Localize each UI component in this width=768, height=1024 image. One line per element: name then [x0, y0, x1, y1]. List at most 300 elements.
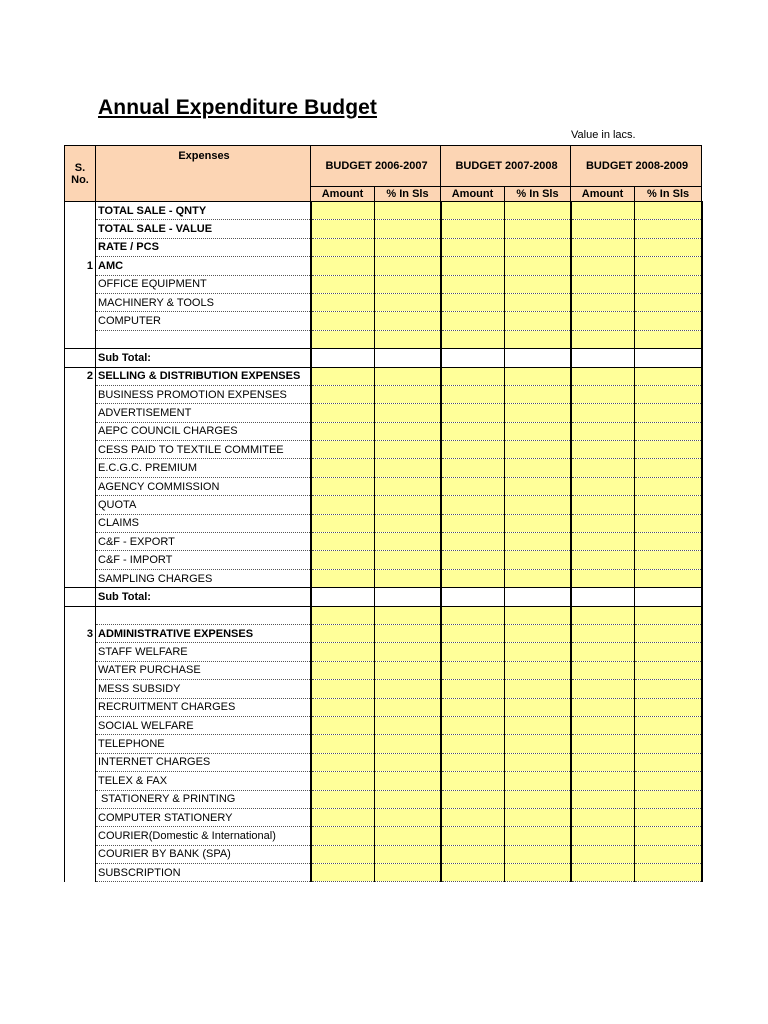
percent-cell[interactable]: [505, 569, 571, 587]
amount-cell[interactable]: [441, 772, 505, 790]
table-row: [65, 367, 702, 385]
percent-cell[interactable]: [635, 845, 702, 863]
amount-cell[interactable]: [311, 202, 375, 220]
percent-cell[interactable]: [635, 643, 702, 661]
amount-cell[interactable]: [311, 422, 375, 440]
percent-cell[interactable]: [505, 257, 571, 275]
expense-label: COURIER BY BANK (SPA): [96, 845, 311, 863]
expense-label: TELEX & FAX: [96, 772, 311, 790]
percent-cell[interactable]: [635, 367, 702, 385]
amount-cell[interactable]: [441, 293, 505, 311]
amount-cell[interactable]: [441, 477, 505, 495]
expense-label: WATER PURCHASE: [96, 661, 311, 679]
amount-cell[interactable]: [571, 661, 635, 679]
amount-cell[interactable]: [571, 808, 635, 826]
expense-label: ADVERTISEMENT: [96, 404, 311, 422]
amount-cell[interactable]: [441, 459, 505, 477]
percent-cell[interactable]: [635, 404, 702, 422]
percent-cell[interactable]: [505, 330, 571, 348]
percent-cell[interactable]: [375, 293, 441, 311]
amount-cell[interactable]: [571, 220, 635, 238]
amount-cell[interactable]: [441, 514, 505, 532]
amount-cell[interactable]: [441, 202, 505, 220]
serial-number: [65, 496, 96, 514]
expense-label: Sub Total:: [96, 349, 311, 367]
serial-number: [65, 330, 96, 348]
table-row: [65, 698, 702, 716]
percent-cell[interactable]: [375, 422, 441, 440]
amount-cell[interactable]: [571, 790, 635, 808]
amount-cell[interactable]: [311, 845, 375, 863]
amount-cell[interactable]: [441, 716, 505, 734]
serial-number: [65, 477, 96, 495]
percent-cell[interactable]: [635, 772, 702, 790]
table-row: [65, 257, 702, 275]
percent-cell[interactable]: [375, 569, 441, 587]
percent-cell[interactable]: [375, 349, 441, 367]
serial-number: [65, 385, 96, 403]
percent-cell[interactable]: [635, 385, 702, 403]
header-pct: % In Sls: [505, 186, 571, 201]
header-sno: S. No.: [65, 146, 96, 202]
percent-cell[interactable]: [505, 588, 571, 606]
amount-cell[interactable]: [441, 827, 505, 845]
amount-cell[interactable]: [571, 772, 635, 790]
percent-cell[interactable]: [635, 827, 702, 845]
amount-cell[interactable]: [441, 441, 505, 459]
amount-cell[interactable]: [311, 808, 375, 826]
amount-cell[interactable]: [441, 588, 505, 606]
table-row: [65, 643, 702, 661]
amount-cell[interactable]: [441, 624, 505, 642]
serial-number: [65, 441, 96, 459]
percent-cell[interactable]: [505, 680, 571, 698]
percent-cell[interactable]: [375, 220, 441, 238]
amount-cell[interactable]: [311, 716, 375, 734]
amount-cell[interactable]: [571, 459, 635, 477]
expense-label: TOTAL SALE - QNTY: [96, 202, 311, 220]
amount-cell[interactable]: [441, 312, 505, 330]
percent-cell[interactable]: [505, 716, 571, 734]
percent-cell[interactable]: [505, 772, 571, 790]
percent-cell[interactable]: [375, 643, 441, 661]
percent-cell[interactable]: [375, 238, 441, 256]
amount-cell[interactable]: [571, 624, 635, 642]
percent-cell[interactable]: [635, 293, 702, 311]
percent-cell[interactable]: [375, 330, 441, 348]
percent-cell[interactable]: [505, 735, 571, 753]
percent-cell[interactable]: [505, 698, 571, 716]
amount-cell[interactable]: [311, 533, 375, 551]
amount-cell[interactable]: [311, 385, 375, 403]
amount-cell[interactable]: [571, 753, 635, 771]
amount-cell[interactable]: [441, 533, 505, 551]
amount-cell[interactable]: [311, 238, 375, 256]
serial-number: [65, 661, 96, 679]
amount-cell[interactable]: [571, 514, 635, 532]
expense-label: SUBSCRIPTION: [96, 864, 311, 882]
amount-cell[interactable]: [311, 643, 375, 661]
amount-cell[interactable]: [571, 293, 635, 311]
table-row: [65, 661, 702, 679]
amount-cell[interactable]: [311, 661, 375, 679]
percent-cell[interactable]: [505, 606, 571, 624]
percent-cell[interactable]: [505, 514, 571, 532]
expense-label: E.C.G.C. PREMIUM: [96, 459, 311, 477]
amount-cell[interactable]: [571, 735, 635, 753]
amount-cell[interactable]: [571, 680, 635, 698]
percent-cell[interactable]: [375, 588, 441, 606]
percent-cell[interactable]: [375, 257, 441, 275]
header-amount: Amount: [441, 186, 505, 201]
expense-label: [96, 606, 311, 624]
percent-cell[interactable]: [505, 827, 571, 845]
serial-number: [65, 772, 96, 790]
percent-cell[interactable]: [635, 257, 702, 275]
amount-cell[interactable]: [311, 790, 375, 808]
table-row: [65, 606, 702, 624]
amount-cell[interactable]: [311, 367, 375, 385]
amount-cell[interactable]: [311, 569, 375, 587]
percent-cell[interactable]: [505, 367, 571, 385]
amount-cell[interactable]: [311, 624, 375, 642]
expense-label: C&F - EXPORT: [96, 533, 311, 551]
table-row: [65, 312, 702, 330]
amount-cell[interactable]: [311, 293, 375, 311]
serial-number: [65, 680, 96, 698]
amount-cell[interactable]: [311, 312, 375, 330]
percent-cell[interactable]: [505, 349, 571, 367]
amount-cell[interactable]: [311, 864, 375, 882]
percent-cell[interactable]: [505, 864, 571, 882]
amount-cell[interactable]: [571, 257, 635, 275]
amount-cell[interactable]: [311, 477, 375, 495]
serial-number: [65, 293, 96, 311]
header-amount: Amount: [311, 186, 375, 201]
expense-label: TELEPHONE: [96, 735, 311, 753]
amount-cell[interactable]: [571, 845, 635, 863]
expense-label: RECRUITMENT CHARGES: [96, 698, 311, 716]
percent-cell[interactable]: [375, 533, 441, 551]
table-row: [65, 551, 702, 569]
serial-number: [65, 845, 96, 863]
percent-cell[interactable]: [375, 202, 441, 220]
amount-cell[interactable]: [441, 753, 505, 771]
percent-cell[interactable]: [635, 238, 702, 256]
percent-cell[interactable]: [635, 661, 702, 679]
expense-label: BUSINESS PROMOTION EXPENSES: [96, 385, 311, 403]
amount-cell[interactable]: [571, 275, 635, 293]
table-row: [65, 808, 702, 826]
table-row: [65, 459, 702, 477]
serial-number: [65, 349, 96, 367]
percent-cell[interactable]: [505, 624, 571, 642]
amount-cell[interactable]: [441, 569, 505, 587]
header-amount: Amount: [571, 186, 635, 201]
amount-cell[interactable]: [571, 864, 635, 882]
percent-cell[interactable]: [375, 698, 441, 716]
expense-label: SOCIAL WELFARE: [96, 716, 311, 734]
percent-cell[interactable]: [635, 606, 702, 624]
amount-cell[interactable]: [571, 312, 635, 330]
amount-cell[interactable]: [571, 551, 635, 569]
percent-cell[interactable]: [635, 588, 702, 606]
amount-cell[interactable]: [441, 680, 505, 698]
amount-cell[interactable]: [311, 441, 375, 459]
amount-cell[interactable]: [571, 385, 635, 403]
amount-cell[interactable]: [571, 330, 635, 348]
percent-cell[interactable]: [635, 569, 702, 587]
serial-number: 3: [65, 624, 96, 642]
expense-label: C&F - IMPORT: [96, 551, 311, 569]
serial-number: [65, 569, 96, 587]
percent-cell[interactable]: [505, 661, 571, 679]
amount-cell[interactable]: [441, 257, 505, 275]
amount-cell[interactable]: [571, 367, 635, 385]
table-row: [65, 330, 702, 348]
expense-label: AEPC COUNCIL CHARGES: [96, 422, 311, 440]
amount-cell[interactable]: [571, 202, 635, 220]
table-row: [65, 845, 702, 863]
percent-cell[interactable]: [375, 790, 441, 808]
amount-cell[interactable]: [311, 330, 375, 348]
amount-cell[interactable]: [571, 698, 635, 716]
amount-cell[interactable]: [311, 772, 375, 790]
percent-cell[interactable]: [635, 680, 702, 698]
percent-cell[interactable]: [505, 275, 571, 293]
percent-cell[interactable]: [635, 790, 702, 808]
percent-cell[interactable]: [375, 514, 441, 532]
serial-number: [65, 312, 96, 330]
percent-cell[interactable]: [635, 624, 702, 642]
amount-cell[interactable]: [441, 404, 505, 422]
percent-cell[interactable]: [635, 202, 702, 220]
percent-cell[interactable]: [635, 220, 702, 238]
expense-label: TOTAL SALE - VALUE: [96, 220, 311, 238]
amount-cell[interactable]: [311, 257, 375, 275]
percent-cell[interactable]: [635, 330, 702, 348]
percent-cell[interactable]: [505, 790, 571, 808]
expense-label: STATIONERY & PRINTING: [96, 790, 311, 808]
amount-cell[interactable]: [441, 643, 505, 661]
amount-cell[interactable]: [311, 753, 375, 771]
percent-cell[interactable]: [375, 367, 441, 385]
percent-cell[interactable]: [375, 864, 441, 882]
amount-cell[interactable]: [571, 533, 635, 551]
percent-cell[interactable]: [375, 606, 441, 624]
amount-cell[interactable]: [311, 459, 375, 477]
amount-cell[interactable]: [441, 790, 505, 808]
percent-cell[interactable]: [635, 349, 702, 367]
percent-cell[interactable]: [375, 827, 441, 845]
percent-cell[interactable]: [505, 404, 571, 422]
header-expenses: Expenses: [96, 146, 311, 202]
percent-cell[interactable]: [635, 496, 702, 514]
percent-cell[interactable]: [375, 772, 441, 790]
amount-cell[interactable]: [311, 551, 375, 569]
expense-label: AMC: [96, 257, 311, 275]
percent-cell[interactable]: [505, 753, 571, 771]
amount-cell[interactable]: [571, 238, 635, 256]
percent-cell[interactable]: [635, 753, 702, 771]
serial-number: [65, 238, 96, 256]
percent-cell[interactable]: [375, 808, 441, 826]
table-row: [65, 385, 702, 403]
percent-cell[interactable]: [505, 293, 571, 311]
amount-cell[interactable]: [441, 330, 505, 348]
percent-cell[interactable]: [375, 845, 441, 863]
percent-cell[interactable]: [375, 385, 441, 403]
table-row: [65, 680, 702, 698]
amount-cell[interactable]: [441, 220, 505, 238]
percent-cell[interactable]: [635, 716, 702, 734]
percent-cell[interactable]: [505, 459, 571, 477]
percent-cell[interactable]: [635, 275, 702, 293]
serial-number: 2: [65, 367, 96, 385]
amount-cell[interactable]: [311, 680, 375, 698]
expense-label: INTERNET CHARGES: [96, 753, 311, 771]
expense-label: QUOTA: [96, 496, 311, 514]
percent-cell[interactable]: [505, 312, 571, 330]
percent-cell[interactable]: [635, 735, 702, 753]
percent-cell[interactable]: [505, 533, 571, 551]
amount-cell[interactable]: [441, 735, 505, 753]
percent-cell[interactable]: [635, 698, 702, 716]
amount-cell[interactable]: [571, 496, 635, 514]
amount-cell[interactable]: [441, 551, 505, 569]
percent-cell[interactable]: [375, 459, 441, 477]
amount-cell[interactable]: [571, 588, 635, 606]
percent-cell[interactable]: [505, 385, 571, 403]
amount-cell[interactable]: [441, 661, 505, 679]
amount-cell[interactable]: [311, 698, 375, 716]
table-row: [65, 790, 702, 808]
amount-cell[interactable]: [571, 716, 635, 734]
amount-cell[interactable]: [571, 643, 635, 661]
serial-number: [65, 275, 96, 293]
amount-cell[interactable]: [311, 827, 375, 845]
amount-cell[interactable]: [311, 496, 375, 514]
percent-cell[interactable]: [635, 864, 702, 882]
percent-cell[interactable]: [635, 441, 702, 459]
amount-cell[interactable]: [311, 349, 375, 367]
amount-cell[interactable]: [311, 514, 375, 532]
table-row: [65, 716, 702, 734]
amount-cell[interactable]: [441, 808, 505, 826]
percent-cell[interactable]: [375, 680, 441, 698]
percent-cell[interactable]: [505, 496, 571, 514]
expense-label: CESS PAID TO TEXTILE COMMITEE: [96, 441, 311, 459]
percent-cell[interactable]: [635, 808, 702, 826]
percent-cell[interactable]: [635, 514, 702, 532]
amount-cell[interactable]: [441, 422, 505, 440]
amount-cell[interactable]: [571, 477, 635, 495]
amount-cell[interactable]: [571, 404, 635, 422]
percent-cell[interactable]: [375, 735, 441, 753]
subtotal-row: [65, 349, 702, 367]
amount-cell[interactable]: [311, 735, 375, 753]
percent-cell[interactable]: [375, 661, 441, 679]
serial-number: [65, 551, 96, 569]
percent-cell[interactable]: [375, 624, 441, 642]
percent-cell[interactable]: [505, 220, 571, 238]
percent-cell[interactable]: [505, 441, 571, 459]
percent-cell[interactable]: [505, 643, 571, 661]
percent-cell[interactable]: [635, 312, 702, 330]
amount-cell[interactable]: [441, 864, 505, 882]
serial-number: 1: [65, 257, 96, 275]
percent-cell[interactable]: [505, 202, 571, 220]
percent-cell[interactable]: [375, 477, 441, 495]
percent-cell[interactable]: [505, 238, 571, 256]
amount-cell[interactable]: [311, 275, 375, 293]
amount-cell[interactable]: [571, 349, 635, 367]
percent-cell[interactable]: [375, 551, 441, 569]
percent-cell[interactable]: [505, 808, 571, 826]
amount-cell[interactable]: [571, 827, 635, 845]
amount-cell[interactable]: [311, 588, 375, 606]
percent-cell[interactable]: [505, 477, 571, 495]
amount-cell[interactable]: [571, 606, 635, 624]
amount-cell[interactable]: [441, 275, 505, 293]
serial-number: [65, 808, 96, 826]
amount-cell[interactable]: [441, 367, 505, 385]
percent-cell[interactable]: [505, 845, 571, 863]
table-row: [65, 827, 702, 845]
amount-cell[interactable]: [571, 422, 635, 440]
expense-label: ADMINISTRATIVE EXPENSES: [96, 624, 311, 642]
header-budget-2006: BUDGET 2006-2007: [311, 146, 441, 187]
expense-label: OFFICE EQUIPMENT: [96, 275, 311, 293]
amount-cell[interactable]: [441, 698, 505, 716]
amount-cell[interactable]: [441, 349, 505, 367]
amount-cell[interactable]: [441, 238, 505, 256]
percent-cell[interactable]: [375, 312, 441, 330]
percent-cell[interactable]: [635, 422, 702, 440]
percent-cell[interactable]: [375, 441, 441, 459]
table-row: [65, 624, 702, 642]
percent-cell[interactable]: [635, 459, 702, 477]
amount-cell[interactable]: [441, 496, 505, 514]
table-row: [65, 293, 702, 311]
amount-cell[interactable]: [311, 404, 375, 422]
percent-cell[interactable]: [505, 551, 571, 569]
header-pct: % In Sls: [375, 186, 441, 201]
percent-cell[interactable]: [635, 533, 702, 551]
percent-cell[interactable]: [635, 551, 702, 569]
percent-cell[interactable]: [375, 496, 441, 514]
expense-label: AGENCY COMMISSION: [96, 477, 311, 495]
percent-cell[interactable]: [375, 404, 441, 422]
serial-number: [65, 459, 96, 477]
amount-cell[interactable]: [311, 606, 375, 624]
percent-cell[interactable]: [375, 716, 441, 734]
percent-cell[interactable]: [505, 422, 571, 440]
amount-cell[interactable]: [441, 845, 505, 863]
percent-cell[interactable]: [375, 275, 441, 293]
percent-cell[interactable]: [635, 477, 702, 495]
percent-cell[interactable]: [375, 753, 441, 771]
amount-cell[interactable]: [571, 569, 635, 587]
serial-number: [65, 606, 96, 624]
amount-cell[interactable]: [441, 385, 505, 403]
amount-cell[interactable]: [441, 606, 505, 624]
header-budget-2007: BUDGET 2007-2008: [441, 146, 571, 187]
amount-cell[interactable]: [571, 441, 635, 459]
amount-cell[interactable]: [311, 220, 375, 238]
table-row: [65, 864, 702, 882]
header-pct: % In Sls: [635, 186, 702, 201]
